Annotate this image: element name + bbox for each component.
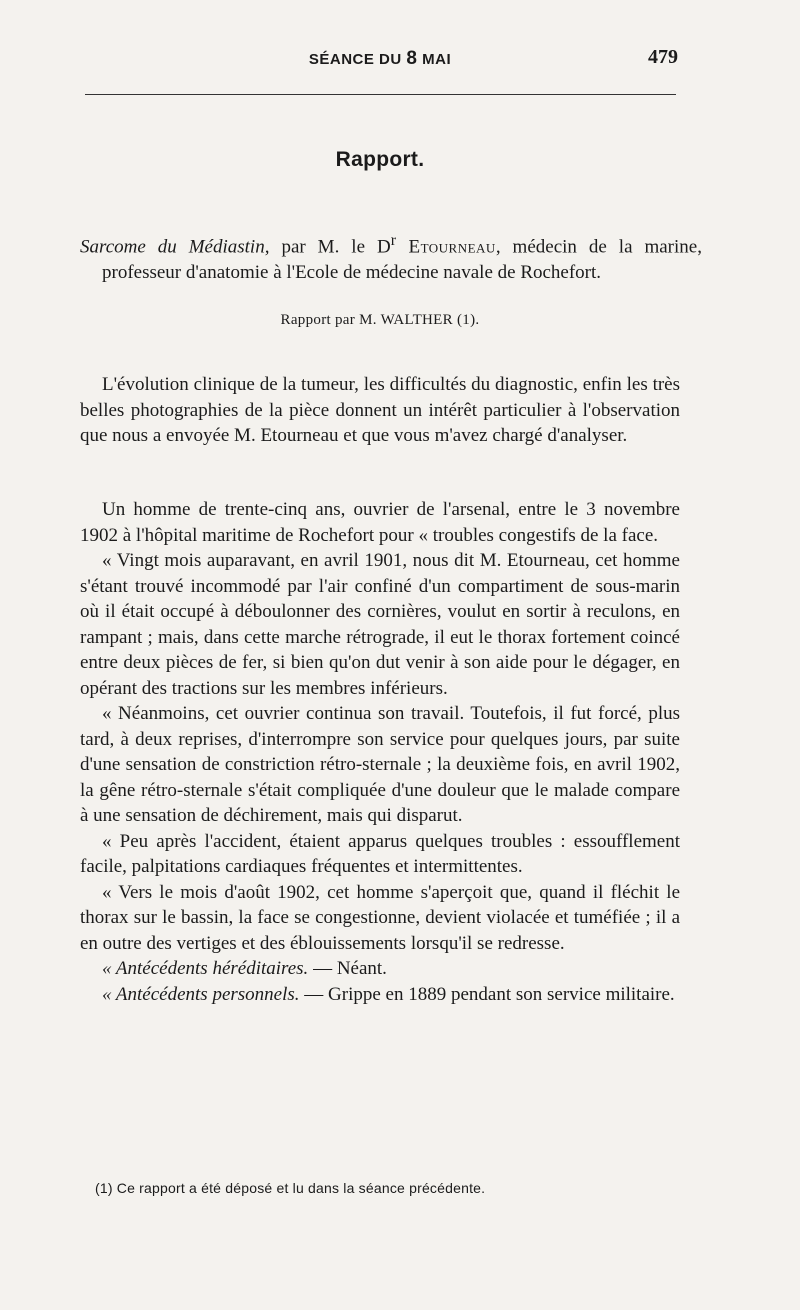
intro-block [80,372,680,449]
paragraph-2: Un homme de trente-cinq ans, ouvrier de l'arsenal, entre le 3 novembre 1902 à l'hôpital maritime de Rochefort pour « troubles congestifs de la face. [80,499,680,546]
paragraph-1: L'évolution clinique de la tumeur, les difficultés du diagnostic, enfin les très belles photographies de la pièce donnent un intérêt particulier à l'observation que nous a envoyée M. Etourneau et que vous m'avez chargé d'analyser. [80,374,680,446]
paragraph-7-label: « Antécédents héréditaires. [102,958,309,979]
subject-title: Sarcome du Médiastin, [80,236,270,258]
running-title-num: 8 [406,48,418,69]
body-block [80,497,680,1007]
footnote: (1) Ce rapport a été déposé et lu dans la séance précédente. [95,1180,486,1196]
paragraph-8-label: « Antécédents personnels. [102,983,300,1005]
paragraph-8-text: — Grippe en 1889 pendant son service militaire. [299,983,675,1005]
subject-author: Etourneau [395,236,496,258]
section-title: Rapport. [335,148,425,171]
paragraph-3: « Vingt mois auparavant, en avril 1901, nous dit M. Etourneau, cet homme s'étant trouvé incommodé par l'air confiné d'un compartiment de sous-marin où il était occupé à déboulonner des cornières, voulut en sortir à reculons, en rampant ; mais, dans cette marche rétrograde, il eut le thorax fortement coincé entre deux pièces de fer, si bien qu'on dut venir à son aide pour le dégager, en opérant des tractions sur les membres inférieurs. [80,550,680,699]
paragraph-7-text: — Néant. [308,958,387,979]
running-title-pre: SÉANCE DU [308,51,402,68]
running-title [80,48,680,70]
subject-text-2: , médecin de la marine, professeur d'anatomie à l'Ecole de médecine navale de Rochefort. [102,236,702,283]
paragraph-5: « Peu après l'accident, étaient apparus quelques troubles : essoufflement facile, palpitations cardiaques fréquentes et intermittentes. [80,830,680,877]
subject-text-1: par M. le D [269,236,391,258]
report-subject [80,228,702,285]
paragraph-4: « Néanmoins, cet ouvrier continua son travail. Toutefois, il fut forcé, plus tard, à deux reprises, d'interrompre son service pour quelques jours, par suite d'une sensation de constriction rétro-sternale ; la deuxième fois, en avril 1902, la gêne rétro-sternale s'était compliquée d'une douleur que le malade compare à une sensation de déchirement, mais qui disparut. [80,703,680,826]
paragraph-6: « Vers le mois d'août 1902, cet homme s'aperçoit que, quand il fléchit le thorax sur le bassin, la face se congestionne, devient violacée et tuméfiée ; il a en outre des vertiges et des éblouissements lorsqu'il se redresse. [80,881,680,954]
subject-superscript: r [390,232,396,249]
paragraph-7 [80,956,680,982]
header-rule [85,94,676,95]
byline: Rapport par M. WALTHER (1). [280,312,480,328]
running-title-post: MAI [422,51,452,68]
paragraph-8 [80,982,680,1008]
page-number: 479 [648,46,678,68]
running-head [80,48,680,76]
